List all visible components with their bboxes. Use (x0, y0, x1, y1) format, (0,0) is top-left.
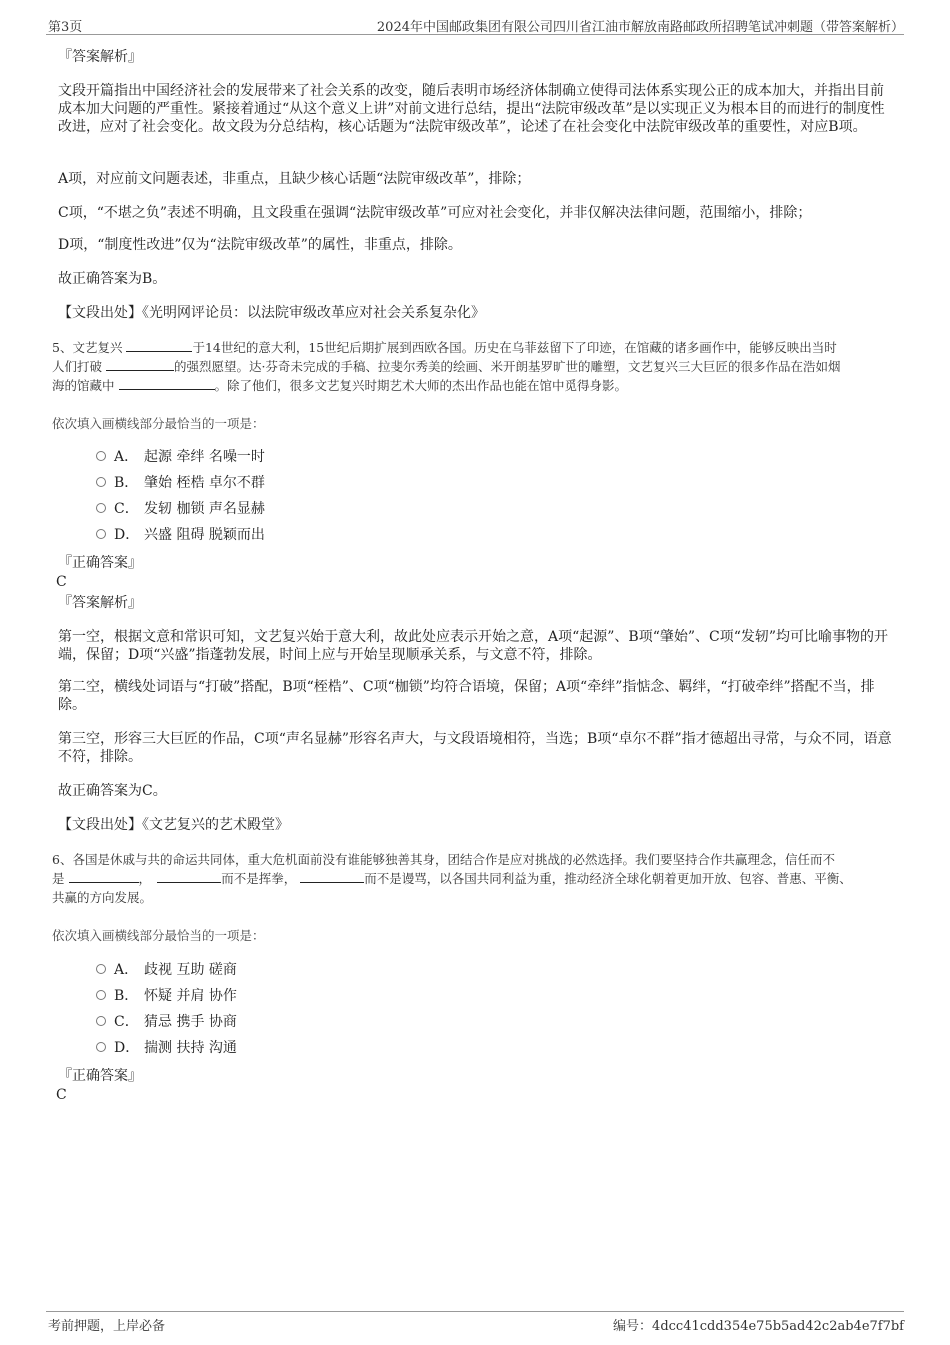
blank-2 (157, 869, 221, 883)
q4-analysis-paragraph: 文段开篇指出中国经济社会的发展带来了社会关系的改变，随后表明市场经济体制确立使得司法体系实现公正的成本加大，并指出目前成本加大问题的严重性。紧接着通过“从这个意义上讲”对前文进行总结，提出“法院审级改革”是以实现正义为根本目的而进行的制度性改进，应对了社会变化。故文段为分总结构，核心话题为“法院审级改革”，论述了在社会变化中法院审级改革的重要性，对应B项。 (58, 83, 885, 135)
q5-option-d[interactable]: D． 兴盛 阻碍 脱颖而出 (96, 526, 265, 544)
radio-icon[interactable] (96, 1042, 106, 1052)
blank-3 (119, 376, 215, 390)
source-label: 【文段出处】 (58, 817, 142, 833)
q4-analysis-option-a: A项，对应前文问题表述，非重点，且缺少核心话题“法院审级改革”，排除； (58, 171, 531, 187)
q5-option-b[interactable]: B． 肇始 桎梏 卓尔不群 (96, 474, 265, 492)
q5-option-c[interactable]: C． 发轫 枷锁 声名显赫 (96, 500, 265, 518)
q5-answer: C (56, 574, 67, 590)
radio-icon[interactable] (96, 477, 106, 487)
question-5-stem: 5、文艺复兴 于14世纪的意大利，15世纪后期扩展到西欧各国。历史在乌菲兹留下了印迹，在馆藏的诸多画作中，能够反映出当时 人们打破 的强烈愿望。达·芬奇未完成的手稿、拉斐尔秀美的绘画、米开朗基罗旷世的雕塑，文艺复兴三大巨匠的很多作品在浩如烟 海的馆藏中 。除了他们，很多文艺复兴时期艺术大师的杰出作品也能在馆中觅得身影。 (52, 340, 841, 393)
q5-analysis-paragraph-1: 第一空，根据文意和常识可知，文艺复兴始于意大利，故此处应表示开始之意，A项“起源”、B项“肇始”、C项“发轫”均可比喻事物的开端，保留；D项“兴盛”指蓬勃发展，时间上应与开始呈现顺承关系，与文意不符，排除。 (58, 629, 889, 663)
q6-option-d[interactable]: D． 揣测 扶持 沟通 (96, 1039, 237, 1057)
q5-answer-label: 『正确答案』 (58, 555, 142, 571)
blank-3 (300, 869, 364, 883)
q4-analysis-option-d: D项，“制度性改进”仅为“法院审级改革”的属性，非重点，排除。 (58, 237, 462, 253)
q5-analysis-label: 『答案解析』 (58, 595, 142, 611)
blank-1 (126, 338, 192, 352)
question-6-prompt: 依次填入画横线部分最恰当的一项是： (52, 928, 265, 943)
question-6-stem: 6、各国是休戚与共的命运共同体，重大危机面前没有谁能够独善其身，团结合作是应对挑战的必然选择。我们要坚持合作共赢理念，信任而不 是 ， 而不是挥拳， 而不是谩骂，以各国共同利益为重，推动经济全球化朝着更加开放、包容、普惠、平衡、 共赢的方向发展。 (52, 852, 852, 905)
radio-icon[interactable] (96, 451, 106, 461)
q5-analysis-paragraph-3: 第三空，形容三大巨匠的作品，C项“声名显赫”形容名声大，与文段语境相符，当选；B项“卓尔不群”指才德超出寻常，与众不同，语意不符，排除。 (58, 731, 892, 765)
q5-option-a[interactable]: A． 起源 牵绊 名噪一时 (96, 448, 265, 466)
q4-analysis-option-c: C项，“不堪之负”表述不明确，且文段重在强调“法院审级改革”可应对社会变化，并非仅解决法律问题，范围缩小，排除； (58, 205, 812, 221)
q6-option-b[interactable]: B． 怀疑 并肩 协作 (96, 987, 237, 1005)
radio-icon[interactable] (96, 964, 106, 974)
q6-option-a[interactable]: A． 歧视 互助 磋商 (96, 961, 237, 979)
blank-2 (106, 357, 174, 371)
source-title: 《文艺复兴的艺术殿堂》 (142, 817, 289, 833)
q4-source (58, 304, 894, 322)
document-title: 2024年中国邮政集团有限公司四川省江油市解放南路邮政所招聘笔试冲刺题（带答案解析） (376, 20, 904, 35)
q4-analysis-label: 『答案解析』 (58, 49, 142, 65)
footer-slogan: 考前押题，上岸必备 (48, 1319, 166, 1334)
radio-icon[interactable] (96, 990, 106, 1000)
q5-source (58, 816, 894, 834)
blank-1 (69, 869, 139, 883)
radio-icon[interactable] (96, 503, 106, 513)
radio-icon[interactable] (96, 529, 106, 539)
radio-icon[interactable] (96, 1016, 106, 1026)
page-header (46, 14, 904, 35)
page-footer (46, 1311, 904, 1334)
source-label: 【文段出处】 (58, 305, 142, 321)
q6-option-c[interactable]: C． 猜忌 携手 协商 (96, 1013, 237, 1031)
source-title: 《光明网评论员：以法院审级改革应对社会关系复杂化》 (142, 305, 485, 321)
document-id: 编号：4dcc41cdd354e75b5ad42c2ab4e7f7bf (613, 1319, 904, 1334)
q4-conclusion: 故正确答案为B。 (58, 271, 167, 287)
q6-answer: C (56, 1087, 67, 1103)
q6-answer-label: 『正确答案』 (58, 1068, 142, 1084)
page-number: 第3页 (48, 20, 83, 35)
q5-conclusion: 故正确答案为C。 (58, 783, 167, 799)
q5-analysis-paragraph-2: 第二空，横线处词语与“打破”搭配，B项“桎梏”、C项“枷锁”均符合语境，保留；A项“牵绊”指惦念、羁绊，“打破牵绊”搭配不当，排除。 (58, 679, 875, 713)
question-5-prompt: 依次填入画横线部分最恰当的一项是： (52, 416, 265, 431)
